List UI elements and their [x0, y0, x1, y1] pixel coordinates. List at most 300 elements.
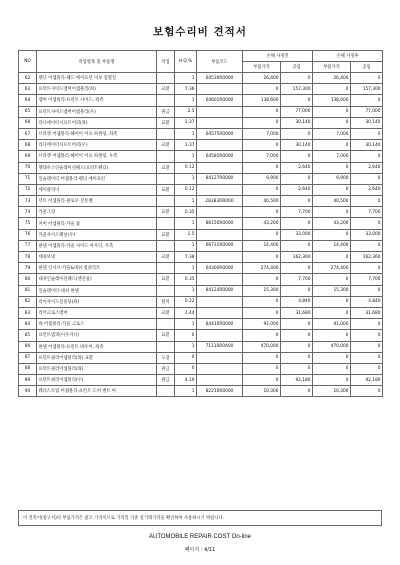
cell-item: 리어크로스멤버	[37, 307, 157, 318]
cell-qty: 4.19	[175, 375, 197, 386]
cell-qty: 1.37	[175, 140, 197, 151]
cell-item: 펜더 어셈블리-헤드 에이프런 이보 검열진	[37, 73, 157, 84]
cell-item: 인슐레이터-대쉬 판넬	[37, 285, 157, 296]
cell-code	[197, 184, 243, 195]
cell-code	[197, 229, 243, 240]
cell-parts-price-final: 26,400	[313, 73, 351, 84]
cell-code: 84410R0000	[197, 319, 243, 330]
table-row	[19, 285, 383, 296]
cell-qty: 1	[175, 151, 197, 162]
cell-item: 커버 어셈블리-카울 톱	[37, 218, 157, 229]
cell-labor-final: 0	[351, 151, 383, 162]
cell-no: 69	[19, 151, 37, 162]
table-row	[19, 319, 383, 330]
cell-parts-price: 7,000	[243, 151, 281, 162]
cell-item: 브라켓 어셈블리-헤어이 어프 하센링, 좌측	[37, 128, 157, 139]
cell-parts-price: 0	[243, 274, 281, 285]
cell-labor-final: 0	[351, 386, 383, 397]
cell-parts-price-final: 0	[313, 330, 351, 341]
cell-work	[157, 173, 175, 184]
cell-no: 66	[19, 117, 37, 128]
cell-work: 교환	[157, 207, 175, 218]
cell-item: 덕트 어셈블리-클로우 진통벨	[37, 196, 157, 207]
cell-labor: 0	[281, 285, 313, 296]
table-row	[19, 330, 383, 341]
cell-work	[157, 73, 175, 84]
estimate-table	[18, 50, 383, 397]
cell-labor-final: 92,180	[351, 375, 383, 386]
header-parts-price-final: 부품가격	[313, 62, 351, 73]
cell-qty: 1.5	[175, 229, 197, 240]
cell-work	[157, 240, 175, 251]
cell-parts-price-final: 14,400	[313, 240, 351, 251]
cell-labor-final: 77,000	[351, 106, 383, 117]
cell-labor: 0	[281, 196, 313, 207]
cell-no: 73	[19, 196, 37, 207]
cell-qty: 7.36	[175, 84, 197, 95]
cell-item: 프런트필러어셈블리(좌) 교환	[37, 352, 157, 363]
cell-parts-price-final: 91,000	[313, 319, 351, 330]
cell-item: 브라켓 어셈블리-헤어이 어프 하센링, 우측	[37, 151, 157, 162]
cell-qty: 2.5	[175, 106, 197, 117]
cell-parts-price: 14,400	[243, 240, 281, 251]
cell-labor: 0	[281, 352, 313, 363]
cell-qty: 0.12	[175, 184, 197, 195]
cell-labor-final: 33,000	[351, 229, 383, 240]
table-row	[19, 140, 383, 151]
cell-qty: 1	[175, 319, 197, 330]
table-row	[19, 386, 383, 397]
header-parts-price: 부품가격	[243, 62, 281, 73]
cell-parts-price: 0	[243, 296, 281, 307]
cell-labor-final: 0	[351, 330, 383, 341]
page-number: 페이지 : 4/11	[184, 547, 216, 553]
cell-work: 교환	[157, 252, 175, 263]
header-group-claim: 손해 사정전	[243, 51, 313, 62]
cell-work: 교환	[157, 307, 175, 318]
cell-code	[197, 207, 243, 218]
cell-parts-price: 0	[243, 307, 281, 318]
cell-qty: 1	[175, 73, 197, 84]
header-work: 작업	[157, 51, 175, 73]
cell-labor-final: 0	[351, 363, 383, 374]
cell-parts-price-final: 0	[313, 140, 351, 151]
cell-work	[157, 128, 175, 139]
cell-code: 64530R0000	[197, 73, 243, 84]
cell-parts-price-final: 15,300	[313, 285, 351, 296]
cell-labor: 31,680	[281, 307, 313, 318]
header-code: 부품코드	[197, 51, 243, 73]
cell-labor: 162,360	[281, 252, 313, 263]
table-row	[19, 375, 383, 386]
cell-labor: 7,700	[281, 274, 313, 285]
table-row	[19, 117, 383, 128]
cell-qty: 0	[175, 363, 197, 374]
cell-no: 68	[19, 140, 37, 151]
cell-code: 64575R0000	[197, 128, 243, 139]
cell-no: 75	[19, 218, 37, 229]
cell-no: 62	[19, 73, 37, 84]
cell-code: 82210R0000	[197, 386, 243, 397]
table-body	[19, 73, 383, 397]
cell-labor: 30,140	[281, 117, 313, 128]
cell-qty: 1.44	[175, 307, 197, 318]
cell-work: 교환	[157, 84, 175, 95]
cell-labor: 7,700	[281, 207, 313, 218]
table-row	[19, 307, 383, 318]
cell-parts-price-final: 0	[313, 106, 351, 117]
cell-no: 82	[19, 296, 37, 307]
cell-code: 71110R0A00	[197, 341, 243, 352]
cell-code	[197, 330, 243, 341]
cell-work: 판금	[157, 363, 175, 374]
cell-no: 79	[19, 263, 37, 274]
header-labor-final: 공임	[351, 62, 383, 73]
table-row	[19, 162, 383, 173]
header-labor: 공임	[281, 62, 313, 73]
cell-labor-final: 4,840	[351, 296, 383, 307]
cell-labor: 2,640	[281, 162, 313, 173]
cell-code	[197, 140, 243, 151]
table-row	[19, 207, 383, 218]
cell-item: 판넬 어셈블리-프런트 바우어, 좌측	[37, 341, 157, 352]
table-row	[19, 240, 383, 251]
cell-work	[157, 319, 175, 330]
cell-item: 웨더스트립 어셈블리-프런트 도어 벨트 아	[37, 386, 157, 397]
cell-labor: 92,180	[281, 375, 313, 386]
table-row	[19, 128, 383, 139]
cell-code: 84124R0000	[197, 285, 243, 296]
cell-parts-price: 43,200	[243, 218, 281, 229]
cell-qty: 1	[175, 285, 197, 296]
cell-labor: 4,840	[281, 296, 313, 307]
cell-parts-price-final: 0	[313, 252, 351, 263]
cell-work	[157, 218, 175, 229]
cell-qty: 0	[175, 330, 197, 341]
cell-labor: 2,640	[281, 184, 313, 195]
cell-code	[197, 84, 243, 95]
cell-parts-price: 0	[243, 140, 281, 151]
cell-labor-final: 162,360	[351, 252, 383, 263]
cell-parts-price: 0	[243, 363, 281, 374]
cell-parts-price-final: 0	[313, 307, 351, 318]
cell-item: 카울그릴	[37, 207, 157, 218]
cell-code	[197, 296, 243, 307]
cell-code	[197, 117, 243, 128]
cell-labor: 0	[281, 263, 313, 274]
cell-parts-price: 0	[243, 252, 281, 263]
cell-parts-price-final: 43,200	[313, 218, 351, 229]
cell-labor: 77,000	[281, 106, 313, 117]
cell-code	[197, 162, 243, 173]
table-row	[19, 173, 383, 184]
cell-qty: 1	[175, 386, 197, 397]
cell-labor: 0	[281, 218, 313, 229]
cell-parts-price-final: 0	[313, 162, 351, 173]
cell-parts-price-final: 0	[313, 352, 351, 363]
cell-labor: 0	[281, 73, 313, 84]
cell-work: 교환	[157, 184, 175, 195]
cell-code	[197, 363, 243, 374]
cell-labor: 0	[281, 173, 313, 184]
cell-qty: 1	[175, 128, 197, 139]
cell-item: 에어클리너	[37, 184, 157, 195]
cell-no: 84	[19, 319, 37, 330]
cell-parts-price: 0	[243, 162, 281, 173]
cell-work	[157, 95, 175, 106]
cell-no: 76	[19, 229, 37, 240]
cell-parts-price-final: 6,900	[313, 173, 351, 184]
cell-item: 바 어셈블리-카울 크로스	[37, 319, 157, 330]
cell-parts-price: 0	[243, 106, 281, 117]
cell-code: 66731R0000	[197, 240, 243, 251]
cell-qty: 0.22	[175, 296, 197, 307]
cell-item: 판넬 어셈블리-카울 사이드 아우터, 우측	[37, 240, 157, 251]
cell-parts-price: 7,000	[243, 128, 281, 139]
cell-work	[157, 341, 175, 352]
table-row	[19, 218, 383, 229]
cell-labor-final: 0	[351, 285, 383, 296]
cell-parts-price: 10,300	[243, 386, 281, 397]
cell-item: 멤버 어셈블리-프런트 사이드, 좌측	[37, 95, 157, 106]
cell-parts-price-final: 470,000	[313, 341, 351, 352]
cell-parts-price: 0	[243, 84, 281, 95]
price-note: 이 견적서(청구서)의 부품가격은 참고 가격이므로 가격일 기준 실거래가격을 확인하여 사용하시기 바랍니다.	[18, 510, 382, 526]
cell-code: 86150R0000	[197, 218, 243, 229]
cell-parts-price-final: 0	[313, 84, 351, 95]
cell-no: 89	[19, 375, 37, 386]
cell-work: 교환	[157, 274, 175, 285]
cell-no: 85	[19, 330, 37, 341]
table-header-row	[19, 51, 383, 62]
cell-parts-price: 138,600	[243, 95, 281, 106]
cell-labor-final: 0	[351, 352, 383, 363]
cell-parts-price: 470,000	[243, 341, 281, 352]
cell-labor: 0	[281, 386, 313, 397]
cell-labor-final: 31,680	[351, 307, 383, 318]
cell-parts-price-final: 7,000	[313, 151, 351, 162]
table-row	[19, 151, 383, 162]
cell-parts-price: 0	[243, 330, 281, 341]
cell-parts-price-final: 0	[313, 375, 351, 386]
cell-work	[157, 285, 175, 296]
cell-qty: 0.12	[175, 162, 197, 173]
cell-no: 67	[19, 128, 37, 139]
cell-work: 교환	[157, 330, 175, 341]
cell-parts-price-final: 10,300	[313, 386, 351, 397]
cell-parts-price: 40,500	[243, 196, 281, 207]
cell-labor-final: 30,140	[351, 117, 383, 128]
cell-labor: 30,140	[281, 140, 313, 151]
cell-no: 74	[19, 207, 37, 218]
table-row	[19, 263, 383, 274]
cell-work: 도장	[157, 352, 175, 363]
cell-parts-price-final: 0	[313, 274, 351, 285]
cell-item: 프런트범퍼(이우자너)	[37, 330, 157, 341]
footer-title: AUTOMOBILE REPAIR COST On-line	[148, 534, 252, 540]
cell-labor: 157,300	[281, 84, 313, 95]
cell-code	[197, 252, 243, 263]
cell-parts-price: 0	[243, 229, 281, 240]
cell-labor: 0	[281, 128, 313, 139]
cell-parts-price: 0	[243, 117, 281, 128]
cell-item: 프런트필러어셈블리(좌)	[37, 363, 157, 374]
cell-parts-price: 0	[243, 184, 281, 195]
cell-parts-price-final: 40,500	[313, 196, 351, 207]
cell-work: 교환	[157, 140, 175, 151]
cell-code	[197, 274, 243, 285]
cell-labor: 0	[281, 363, 313, 374]
cell-qty: 1	[175, 173, 197, 184]
cell-code: 64300R0000	[197, 263, 243, 274]
cell-labor-final: 2,640	[351, 184, 383, 195]
cell-labor-final: 0	[351, 240, 383, 251]
cell-item: 판넬 인서브-카울&대쉬 컴플리트	[37, 263, 157, 274]
cell-work: 탈착	[157, 296, 175, 307]
cell-parts-price: 0	[243, 207, 281, 218]
cell-qty: 1	[175, 196, 197, 207]
cell-labor-final: 0	[351, 128, 383, 139]
cell-code	[197, 375, 243, 386]
cell-labor: 0	[281, 319, 313, 330]
cell-no: 72	[19, 184, 37, 195]
cell-code: 64601R0000	[197, 95, 243, 106]
header-no: NO	[19, 51, 37, 73]
cell-labor: 0	[281, 240, 313, 251]
header-group-final: 손해 사정후	[313, 51, 383, 62]
cell-qty: 1	[175, 240, 197, 251]
cell-qty: 0.35	[175, 207, 197, 218]
header-item: 작업항목 및 부품명	[37, 51, 157, 73]
table-row	[19, 252, 383, 263]
cell-labor: 0	[281, 151, 313, 162]
table-row	[19, 106, 383, 117]
document-title: 보험수리비 견적서	[153, 26, 247, 38]
cell-item: 인슐레이터 어셈블리-펜더 에이프런	[37, 173, 157, 184]
cell-qty: 7.38	[175, 252, 197, 263]
header-qty: H.Q.%	[175, 51, 197, 73]
cell-item: 헬레우스인슐레이션패드(프런트펜더)	[37, 162, 157, 173]
cell-labor: 33,000	[281, 229, 313, 240]
cell-qty: 1.37	[175, 117, 197, 128]
cell-labor-final: 0	[351, 218, 383, 229]
cell-item: 라디에이터서포트어퍼(좌)	[37, 117, 157, 128]
cell-item: 프런트사이드멤버어셈블리(좌)	[37, 84, 157, 95]
cell-code	[197, 106, 243, 117]
cell-item: 라디에이터서포트어퍼(우)	[37, 140, 157, 151]
cell-labor: 0	[281, 341, 313, 352]
cell-work	[157, 151, 175, 162]
cell-no: 71	[19, 173, 37, 184]
table-row	[19, 196, 383, 207]
cell-parts-price-final: 0	[313, 296, 351, 307]
cell-work	[157, 386, 175, 397]
cell-no: 64	[19, 95, 37, 106]
cell-labor-final: 0	[351, 263, 383, 274]
cell-parts-price: 6,900	[243, 173, 281, 184]
table-row	[19, 184, 383, 195]
cell-labor-final: 0	[351, 73, 383, 84]
cell-code: 64585R0000	[197, 151, 243, 162]
cell-labor-final: 0	[351, 341, 383, 352]
cell-parts-price: 274,400	[243, 263, 281, 274]
cell-no: 86	[19, 341, 37, 352]
cell-parts-price: 0	[243, 375, 281, 386]
cell-qty: 1	[175, 341, 197, 352]
cell-parts-price-final: 0	[313, 229, 351, 240]
cell-labor-final: 2,640	[351, 162, 383, 173]
cell-no: 65	[19, 106, 37, 117]
cell-work: 판금	[157, 106, 175, 117]
cell-parts-price-final: 138,600	[313, 95, 351, 106]
cell-parts-price-final: 0	[313, 207, 351, 218]
cell-no: 77	[19, 240, 37, 251]
cell-labor: 0	[281, 95, 313, 106]
table-row	[19, 73, 383, 84]
cell-work	[157, 263, 175, 274]
cell-labor: 0	[281, 330, 313, 341]
table-row	[19, 84, 383, 95]
cell-labor-final: 30,140	[351, 140, 383, 151]
cell-work	[157, 196, 175, 207]
cell-no: 88	[19, 363, 37, 374]
cell-qty: 1	[175, 218, 197, 229]
cell-no: 80	[19, 274, 37, 285]
cell-labor-final: 0	[351, 196, 383, 207]
cell-item: 프런트사이드멤버어셈블리(우)	[37, 106, 157, 117]
cell-parts-price: 0	[243, 352, 281, 363]
cell-labor-final: 0	[351, 173, 383, 184]
cell-no: 63	[19, 84, 37, 95]
cell-item: 리어사이드실몰딩(좌)	[37, 296, 157, 307]
cell-item: 대쉬인슐레이션패드(엔진룸)	[37, 274, 157, 285]
cell-work: 판금	[157, 375, 175, 386]
table-row	[19, 229, 383, 240]
cell-item: 카울사이드패널(우)	[37, 229, 157, 240]
table-row	[19, 352, 383, 363]
cell-work: 교환	[157, 229, 175, 240]
cell-qty: 1	[175, 263, 197, 274]
cell-parts-price: 91,000	[243, 319, 281, 330]
table-row	[19, 341, 383, 352]
cell-no: 87	[19, 352, 37, 363]
cell-parts-price-final: 274,400	[313, 263, 351, 274]
table-row	[19, 363, 383, 374]
cell-no: 70	[19, 162, 37, 173]
cell-work: 교환	[157, 162, 175, 173]
cell-labor-final: 7,700	[351, 207, 383, 218]
cell-labor-final: 157,300	[351, 84, 383, 95]
table-row	[19, 274, 383, 285]
cell-code: 84127R0000	[197, 173, 243, 184]
cell-parts-price: 26,400	[243, 73, 281, 84]
cell-work: 교환	[157, 117, 175, 128]
cell-parts-price: 15,300	[243, 285, 281, 296]
table-row	[19, 296, 383, 307]
cell-labor-final: 0	[351, 95, 383, 106]
cell-labor-final: 7,700	[351, 274, 383, 285]
cell-no: 83	[19, 307, 37, 318]
cell-parts-price-final: 0	[313, 363, 351, 374]
cell-labor-final: 0	[351, 319, 383, 330]
cell-code	[197, 352, 243, 363]
cell-qty: 1	[175, 95, 197, 106]
cell-code	[197, 307, 243, 318]
cell-qty: 0.35	[175, 274, 197, 285]
cell-no: 90	[19, 386, 37, 397]
cell-no: 78	[19, 252, 37, 263]
table-row	[19, 95, 383, 106]
